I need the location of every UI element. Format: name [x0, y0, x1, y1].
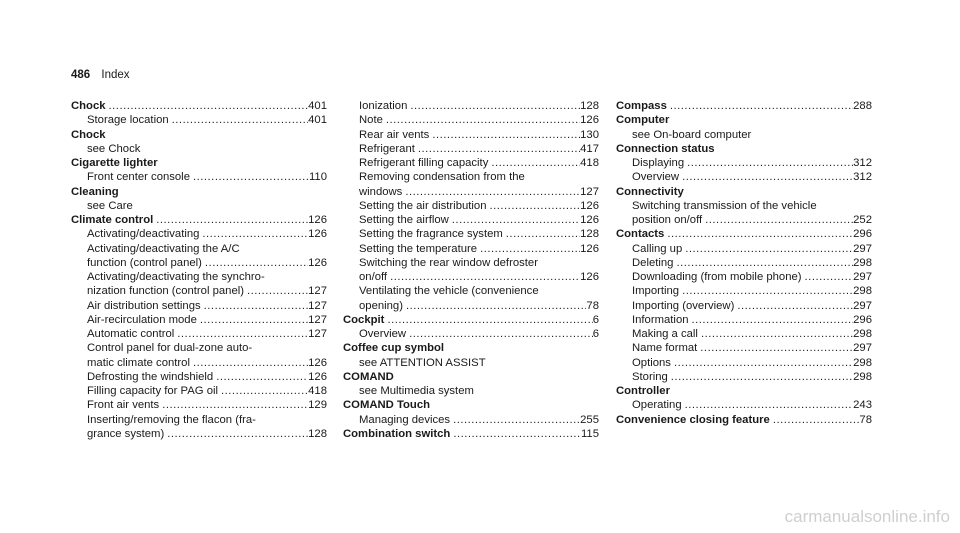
dot-leader: [679, 284, 853, 298]
index-subentry: [616, 242, 872, 256]
page-reference: 297: [853, 299, 872, 312]
index-subentry: [71, 427, 327, 441]
page-reference: 127: [308, 285, 327, 298]
index-subentry: [71, 370, 327, 384]
index-heading: [616, 113, 872, 127]
index-entry-text: Coffee cup symbol: [343, 342, 445, 355]
index-entry-text: Chock: [71, 128, 106, 141]
index-entry-text: Importing: [632, 285, 680, 298]
page-reference: 297: [853, 242, 872, 255]
index-subentry: [71, 327, 327, 341]
index-subentry: [616, 199, 872, 213]
page-reference: 401: [308, 114, 327, 127]
dot-leader: [486, 199, 580, 213]
index-subentry: [71, 142, 327, 156]
index-subentry: [343, 356, 599, 370]
dot-leader: [190, 170, 309, 184]
dot-leader: [449, 213, 580, 227]
page-reference: 126: [580, 199, 599, 212]
index-heading: [71, 128, 327, 142]
index-heading: [71, 99, 327, 113]
page-reference: 312: [853, 171, 872, 184]
index-subentry: [616, 341, 872, 355]
dot-leader: [106, 99, 309, 113]
index-entry-text: Cigarette lighter: [71, 157, 158, 169]
page-reference: 6: [592, 328, 599, 340]
index-entry-text: Control panel for dual-zone auto-: [87, 342, 253, 355]
index-subentry: [71, 299, 327, 313]
page-reference: 127: [308, 313, 327, 326]
page-reference: 298: [853, 356, 872, 369]
page-reference: 243: [853, 399, 872, 412]
page-reference: 127: [308, 328, 327, 340]
index-entry-text: Overview: [632, 171, 680, 184]
index-column-2: [343, 99, 599, 441]
index-heading: [71, 185, 327, 199]
dot-leader: [702, 213, 853, 227]
dot-leader: [201, 299, 308, 313]
index-entry-text: see Chock: [87, 142, 141, 155]
dot-leader: [403, 299, 586, 313]
index-entry-text: Storage location: [87, 114, 169, 127]
dot-leader: [384, 313, 592, 327]
dot-leader: [450, 413, 580, 427]
index-entry-text: Air distribution settings: [87, 299, 201, 312]
index-subentry: [343, 384, 599, 398]
page-reference: 129: [308, 399, 327, 412]
dot-leader: [159, 398, 308, 412]
index-entry-text: Information: [632, 313, 689, 326]
page-reference: 126: [308, 214, 327, 226]
dot-leader: [415, 142, 580, 156]
index-entry-text: Options: [632, 356, 671, 369]
index-entry-text: see Care: [87, 199, 133, 212]
index-entry-text: Switching the rear window defroster: [359, 256, 538, 269]
index-subentry: [343, 99, 599, 113]
dot-leader: [406, 327, 593, 341]
index-subentry: [343, 284, 599, 298]
dot-leader: [770, 413, 860, 427]
index-subentry: [71, 170, 327, 184]
page-reference: 78: [859, 413, 872, 426]
index-entry-text: Setting the air distribution: [359, 199, 487, 212]
index-entry-text: Rear air vents: [359, 128, 430, 141]
dot-leader: [174, 327, 308, 341]
dot-leader: [213, 370, 308, 384]
index-subentry: [343, 113, 599, 127]
index-entry-text: Climate control: [71, 214, 154, 226]
dot-leader: [673, 256, 853, 270]
index-column-1: [71, 99, 327, 441]
page-reference: 418: [580, 157, 599, 169]
index-subentry: [71, 356, 327, 370]
index-subentry: [616, 313, 872, 327]
page-reference: 298: [853, 370, 872, 383]
index-subentry: [71, 284, 327, 298]
index-entry-text: Compass: [616, 100, 667, 112]
dot-leader: [802, 270, 854, 284]
page-reference: 126: [580, 271, 599, 283]
index-entry-text: Overview: [359, 328, 407, 340]
index-entry-text: Managing devices: [359, 413, 451, 426]
dot-leader: [190, 356, 308, 370]
index-entry-text: Cleaning: [71, 185, 119, 198]
dot-leader: [671, 356, 853, 370]
index-entry-text: Downloading (from mobile phone): [632, 271, 802, 283]
dot-leader: [689, 313, 854, 327]
index-subentry: [71, 341, 327, 355]
index-entry-text: Name format: [632, 342, 698, 355]
page-reference: 298: [853, 328, 872, 340]
index-subentry: [616, 170, 872, 184]
index-subentry: [343, 213, 599, 227]
page-reference: 126: [308, 370, 327, 383]
page-reference: 130: [580, 128, 599, 141]
page-reference: 252: [853, 214, 872, 226]
index-heading: [616, 384, 872, 398]
page-reference: 126: [308, 228, 327, 241]
index-entry-text: Activating/deactivating: [87, 228, 200, 241]
index-entry-text: Setting the temperature: [359, 242, 478, 255]
index-subentry: [71, 398, 327, 412]
index-subentry: [616, 213, 872, 227]
index-entry-text: Deleting: [632, 256, 674, 269]
index-column-3: [616, 99, 872, 427]
dot-leader: [169, 113, 308, 127]
page-reference: 126: [580, 114, 599, 127]
index-entry-text: Controller: [616, 385, 670, 397]
index-heading: [71, 213, 327, 227]
index-entry-text: Connectivity: [616, 185, 684, 198]
index-heading: [343, 313, 599, 327]
index-entry-text: Chock: [71, 100, 106, 112]
dot-leader: [477, 242, 580, 256]
page-reference: 288: [853, 100, 872, 112]
index-entry-text: matic climate control: [87, 356, 190, 369]
page-reference: 297: [853, 271, 872, 283]
index-entry-text: Ventilating the vehicle (convenience: [359, 285, 539, 298]
page-number: 486: [71, 69, 91, 81]
page-reference: 126: [580, 242, 599, 255]
dot-leader: [488, 156, 580, 170]
index-subentry: [71, 227, 327, 241]
index-heading: [343, 398, 599, 412]
page-reference: 128: [580, 100, 599, 112]
index-entry-text: Contacts: [616, 228, 665, 241]
page-reference: 128: [308, 427, 327, 440]
index-entry-text: Importing (overview): [632, 299, 735, 312]
index-subentry: [343, 227, 599, 241]
index-entry-text: opening): [359, 299, 403, 312]
index-subentry: [71, 242, 327, 256]
page-reference: 110: [308, 171, 327, 184]
index-subentry: [71, 413, 327, 427]
index-heading: [616, 227, 872, 241]
index-heading: [343, 341, 599, 355]
index-heading: [616, 185, 872, 199]
dot-leader: [734, 299, 853, 313]
dot-leader: [164, 427, 308, 441]
page-reference: 401: [308, 100, 327, 112]
index-heading: [616, 413, 872, 427]
index-heading: [343, 427, 599, 441]
index-subentry: [616, 128, 872, 142]
index-subentry: [616, 284, 872, 298]
index-subentry: [71, 384, 327, 398]
dot-leader: [197, 313, 308, 327]
index-entry-text: see ATTENTION ASSIST: [359, 356, 486, 369]
index-subentry: [343, 256, 599, 270]
index-entry-text: COMAND Touch: [343, 399, 431, 412]
index-subentry: [71, 113, 327, 127]
page-reference: 297: [853, 342, 872, 355]
dot-leader: [684, 156, 853, 170]
page-reference: 6: [592, 313, 599, 326]
index-subentry: [343, 128, 599, 142]
page-header: [71, 69, 130, 81]
page-reference: 127: [308, 299, 327, 312]
index-entry-text: Storing: [632, 370, 668, 383]
index-entry-text: Air-recirculation mode: [87, 313, 197, 326]
index-entry-text: Ionization: [359, 100, 408, 112]
index-entry-text: Convenience closing feature: [616, 413, 770, 426]
index-subentry: [71, 256, 327, 270]
page-reference: 127: [580, 185, 599, 198]
dot-leader: [697, 341, 853, 355]
index-entry-text: Activating/deactivating the synchro-: [87, 271, 265, 283]
index-entry-text: Making a call: [632, 328, 698, 340]
index-entry-text: Front center console: [87, 171, 190, 184]
index-subentry: [71, 199, 327, 213]
page-reference: 298: [853, 285, 872, 298]
dot-leader: [679, 170, 853, 184]
index-entry-text: Inserting/removing the flacon (fra-: [87, 413, 256, 426]
index-subentry: [616, 327, 872, 341]
index-entry-text: Filling capacity for PAG oil: [87, 385, 219, 397]
page-reference: 298: [853, 256, 872, 269]
index-entry-text: Removing condensation from the: [359, 171, 525, 184]
index-subentry: [343, 327, 599, 341]
index-subentry: [616, 270, 872, 284]
index-subentry: [616, 156, 872, 170]
page-reference: 418: [308, 385, 327, 397]
index-entry-text: Cockpit: [343, 313, 385, 326]
index-entry-text: Connection status: [616, 142, 715, 155]
page-reference: 296: [853, 313, 872, 326]
index-entry-text: Operating: [632, 399, 682, 412]
index-subentry: [343, 242, 599, 256]
dot-leader: [199, 227, 308, 241]
page-reference: 126: [308, 356, 327, 369]
index-heading: [343, 370, 599, 384]
index-subentry: [343, 270, 599, 284]
index-entry-text: Automatic control: [87, 328, 175, 340]
index-subentry: [343, 199, 599, 213]
dot-leader: [244, 284, 308, 298]
page-reference: 115: [580, 427, 599, 440]
index-subentry: [71, 270, 327, 284]
page-reference: 126: [580, 214, 599, 226]
dot-leader: [503, 227, 580, 241]
index-entry-text: Front air vents: [87, 399, 160, 412]
index-entry-text: Refrigerant: [359, 142, 415, 155]
index-entry-text: position on/off: [632, 214, 703, 226]
index-entry-text: Refrigerant filling capacity: [359, 157, 489, 169]
dot-leader: [153, 213, 308, 227]
index-subentry: [343, 185, 599, 199]
index-entry-text: Combination switch: [343, 427, 451, 440]
dot-leader: [668, 370, 853, 384]
dot-leader: [429, 128, 580, 142]
dot-leader: [682, 242, 853, 256]
dot-leader: [682, 398, 854, 412]
index-subentry: [616, 356, 872, 370]
page-reference: 255: [580, 413, 599, 426]
page-reference: 312: [853, 157, 872, 169]
index-entry-text: Setting the fragrance system: [359, 228, 503, 241]
index-entry-text: Defrosting the windshield: [87, 370, 214, 383]
index-subentry: [616, 398, 872, 412]
dot-leader: [407, 99, 580, 113]
dot-leader: [664, 227, 853, 241]
index-subentry: [343, 170, 599, 184]
index-entry-text: Displaying: [632, 157, 685, 169]
page-title: Index: [101, 69, 130, 81]
page-reference: 296: [853, 228, 872, 241]
watermark: carmanualsonline.info: [784, 507, 950, 526]
page-reference: 78: [586, 299, 599, 312]
index-subentry: [343, 299, 599, 313]
page-reference: 126: [308, 256, 327, 269]
index-subentry: [71, 313, 327, 327]
dot-leader: [383, 113, 580, 127]
index-heading: [71, 156, 327, 170]
index-entry-text: function (control panel): [87, 256, 202, 269]
index-entry-text: on/off: [359, 271, 388, 283]
index-entry-text: Activating/deactivating the A/C: [87, 242, 240, 255]
page-reference: 417: [580, 142, 599, 155]
dot-leader: [667, 99, 853, 113]
dot-leader: [450, 427, 581, 441]
dot-leader: [387, 270, 580, 284]
index-entry-text: COMAND: [343, 370, 394, 383]
index-entry-text: Switching transmission of the vehicle: [632, 199, 817, 212]
index-entry-text: windows: [359, 185, 403, 198]
index-subentry: [616, 256, 872, 270]
index-entry-text: Note: [359, 114, 383, 127]
dot-leader: [202, 256, 308, 270]
index-subentry: [616, 370, 872, 384]
index-heading: [616, 142, 872, 156]
index-entry-text: Calling up: [632, 242, 683, 255]
page-reference: 128: [580, 228, 599, 241]
dot-leader: [698, 327, 853, 341]
index-subentry: [343, 413, 599, 427]
dot-leader: [402, 185, 580, 199]
index-entry-text: Computer: [616, 114, 670, 127]
index-entry-text: see On-board computer: [632, 128, 752, 141]
index-entry-text: see Multimedia system: [359, 385, 474, 397]
index-subentry: [343, 156, 599, 170]
dot-leader: [218, 384, 308, 398]
index-entry-text: grance system): [87, 427, 165, 440]
index-entry-text: nization function (control panel): [87, 285, 244, 298]
index-subentry: [616, 299, 872, 313]
index-entry-text: Setting the airflow: [359, 214, 449, 226]
index-subentry: [343, 142, 599, 156]
index-heading: [616, 99, 872, 113]
